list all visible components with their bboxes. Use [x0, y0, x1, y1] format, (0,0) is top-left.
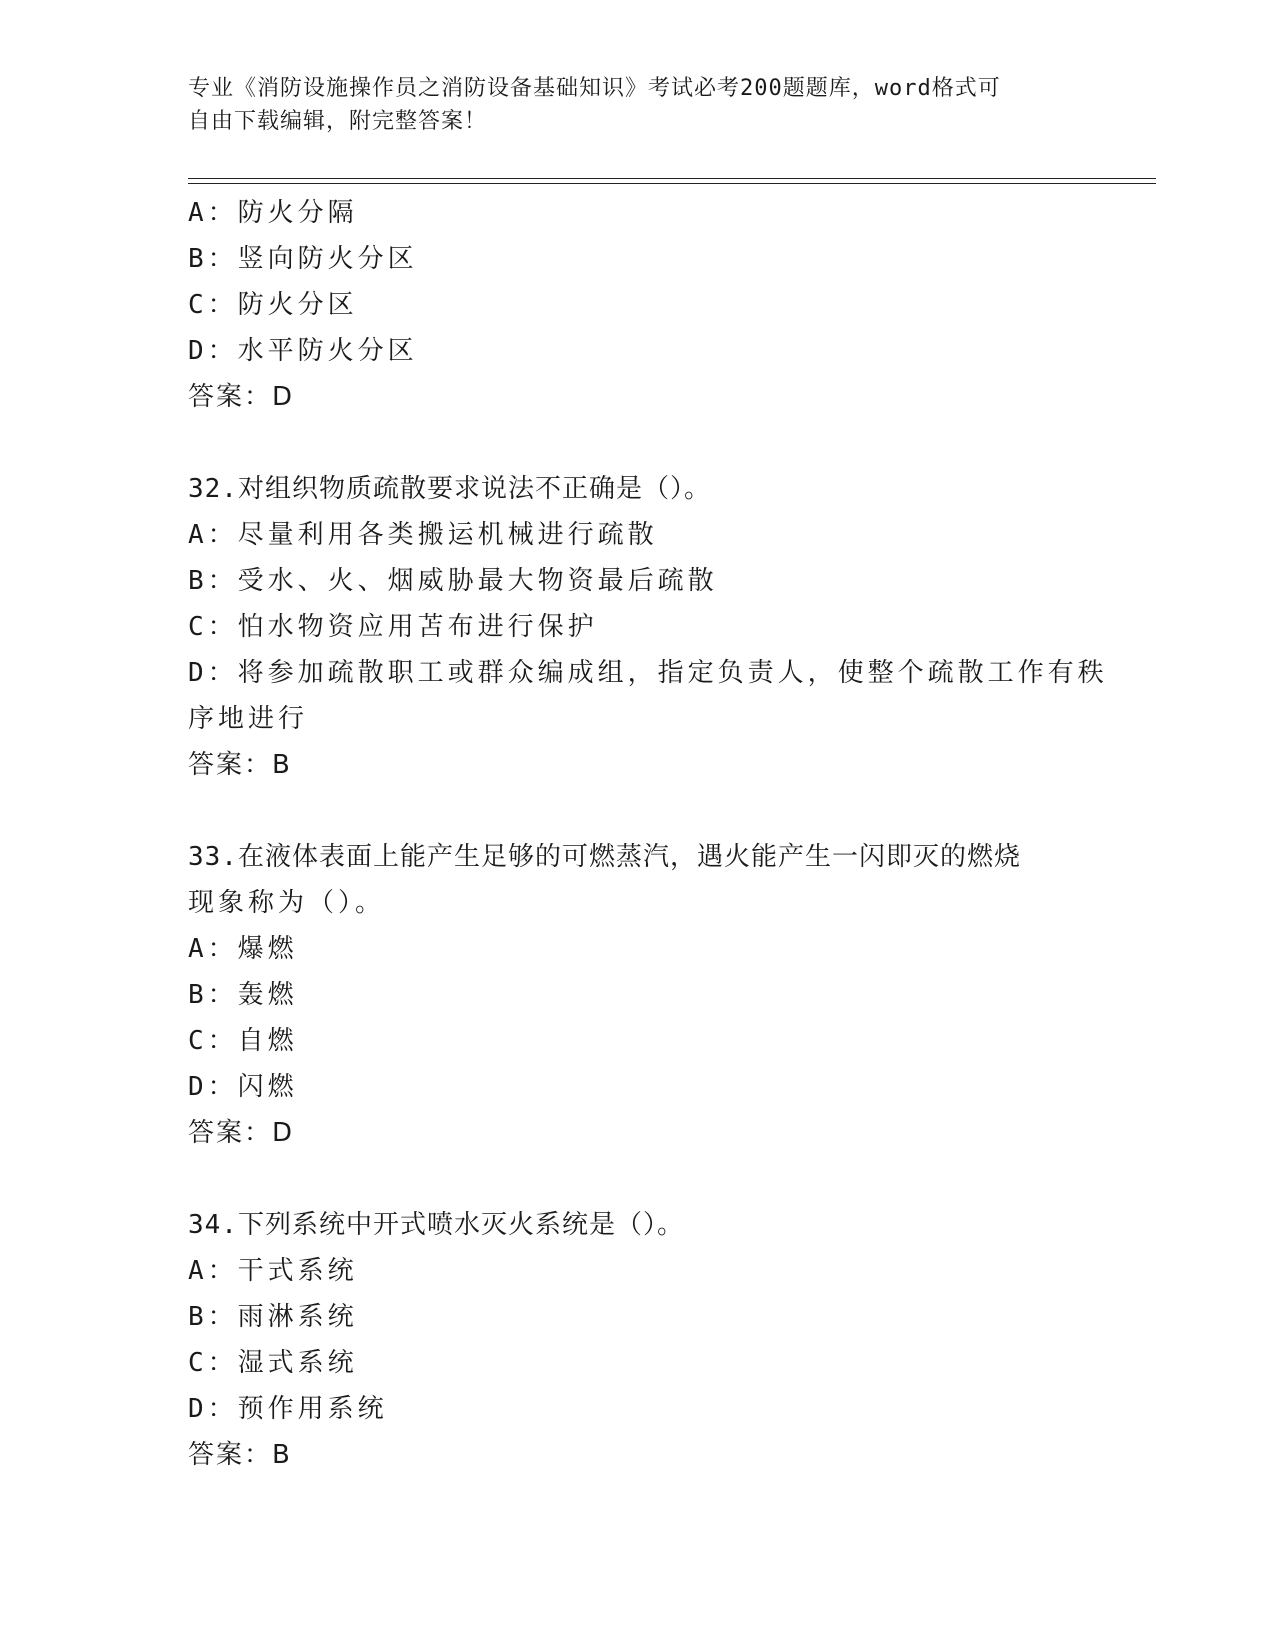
document-header [188, 72, 1068, 138]
answer: 答案：D [188, 382, 295, 412]
option-d-line-2: 序地进行 [188, 704, 309, 734]
option-d: D：预作用系统 [188, 1394, 388, 1424]
option-c: C：自燃 [188, 1026, 298, 1056]
option-b: B：受水、火、烟威胁最大物资最后疏散 [188, 566, 718, 596]
option-a: A：尽量利用各类搬运机械进行疏散 [188, 520, 658, 550]
header-line-1: 专业《消防设施操作员之消防设备基础知识》考试必考200题题库，word格式可 [188, 76, 1001, 101]
header-line-2: 自由下载编辑，附完整答案！ [188, 109, 488, 134]
question-stem: 32.对组织物质疏散要求说法不正确是（）。 [188, 474, 711, 504]
option-c: C：怕水物资应用苫布进行保护 [188, 612, 598, 642]
question-stem-line-1: 33.在液体表面上能产生足够的可燃蒸汽，遇火能产生一闪即灭的燃烧 [188, 842, 1021, 872]
question-list [188, 190, 1108, 1478]
question-33 [188, 834, 1088, 1156]
question-stem: 34.下列系统中开式喷水灭火系统是（）。 [188, 1210, 684, 1240]
question-32 [188, 466, 1108, 788]
option-d: D：水平防火分区 [188, 336, 418, 366]
question-31 [188, 190, 1088, 420]
answer: 答案：B [188, 1440, 292, 1470]
question-stem-line-2: 现象称为（）。 [188, 888, 386, 918]
option-d: D：闪燃 [188, 1072, 298, 1102]
option-b: B：竖向防火分区 [188, 244, 418, 274]
question-34 [188, 1202, 1088, 1478]
option-a: A：爆燃 [188, 934, 298, 964]
answer: 答案：B [188, 750, 292, 780]
option-a: A：防火分隔 [188, 198, 358, 228]
option-a: A：干式系统 [188, 1256, 358, 1286]
option-c: C：湿式系统 [188, 1348, 358, 1378]
header-divider-top [188, 178, 1156, 179]
option-b: B：轰燃 [188, 980, 298, 1010]
option-b: B：雨淋系统 [188, 1302, 358, 1332]
option-c: C：防火分区 [188, 290, 358, 320]
option-d-line-1: D：将参加疏散职工或群众编成组，指定负责人，使整个疏散工作有秩 [188, 658, 1108, 688]
answer: 答案：D [188, 1118, 295, 1148]
header-divider-bottom [188, 183, 1156, 184]
